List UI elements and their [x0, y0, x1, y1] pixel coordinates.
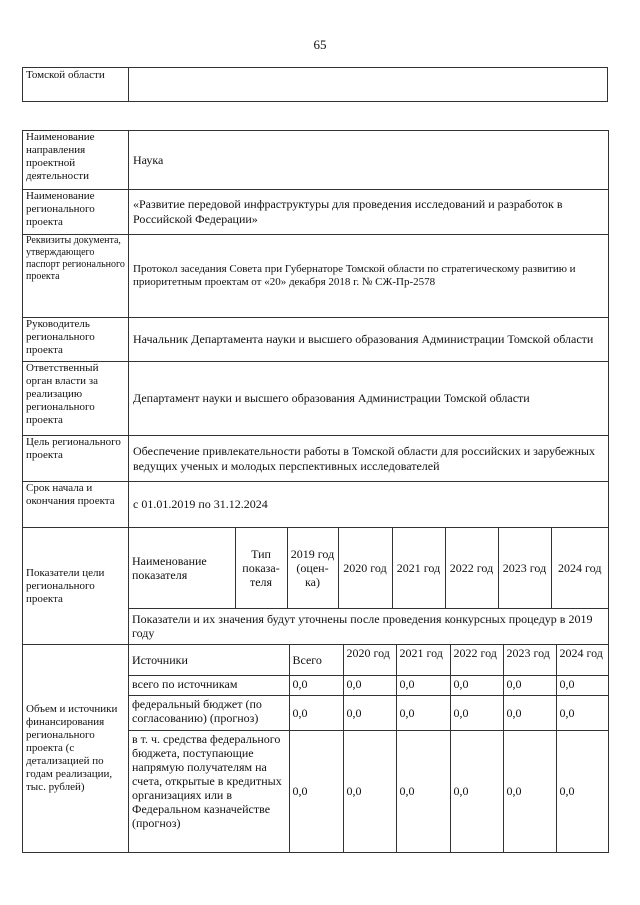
financing-source-federal: федеральный бюджет (по согласованию) (прогноз)	[129, 695, 289, 730]
passport-table	[22, 130, 609, 853]
continuation-label: Томской области	[23, 68, 129, 102]
financing-cell: 0,0	[503, 675, 556, 695]
indicators-label: Показатели цели регионального проекта	[23, 528, 129, 645]
direction-value: Наука	[129, 131, 609, 190]
goal-value: Обеспечение привлекательности работы в Томской области для российских и зарубежных ведущих ученых и молодых перспективных исследователей	[129, 436, 609, 482]
project-label: Наименование регионального проекта	[23, 190, 129, 235]
financing-header-total: Всего	[289, 645, 343, 675]
financing-cell: 0,0	[343, 730, 396, 852]
financing-cell: 0,0	[396, 695, 450, 730]
indicator-header-name: Наименование показателя	[129, 528, 235, 608]
financing-source-direct: в т. ч. средства федерального бюджета, поступающие напрямую получателям на счета, открытые в кредитных организациях или в Федеральном казначействе (прогноз)	[129, 730, 289, 852]
project-value: «Развитие передовой инфраструктуры для проведения исследований и разработок в Российской Федерации»	[129, 190, 609, 235]
head-value: Начальник Департамента науки и высшего образования Администрации Томской области	[129, 318, 609, 362]
indicator-header-2022: 2022 год	[445, 528, 498, 608]
financing-cell: 0,0	[289, 730, 343, 852]
table-row	[129, 730, 608, 852]
indicator-header-2021: 2021 год	[392, 528, 445, 608]
financing-cell: 0,0	[556, 730, 608, 852]
financing-header-2023: 2023 год	[503, 645, 556, 675]
term-label: Срок начала и окончания проекта	[23, 482, 129, 528]
details-label: Реквизиты документа, утверждающего паспорт регионального проекта	[23, 235, 129, 318]
financing-cell: 0,0	[343, 695, 396, 730]
head-label: Руководитель регионального проекта	[23, 318, 129, 362]
financing-cell: 0,0	[289, 695, 343, 730]
financing-cell: 0,0	[396, 730, 450, 852]
details-value: Протокол заседания Совета при Губернаторе Томской области по стратегическому развитию и приоритетным проектам от «20» декабря 2018 г. № СЖ-Пр-2578	[129, 235, 609, 318]
financing-source-total: всего по источникам	[129, 675, 289, 695]
financing-cell: 0,0	[503, 730, 556, 852]
financing-cell: 0,0	[396, 675, 450, 695]
financing-cell: 0,0	[556, 695, 608, 730]
financing-header-2022: 2022 год	[450, 645, 503, 675]
indicators-note: Показатели и их значения будут уточнены после проведения конкурсных процедур в 2019 году	[129, 608, 608, 644]
indicator-header-type: Тип показа-теля	[235, 528, 287, 608]
financing-cell: 0,0	[289, 675, 343, 695]
table-row	[129, 675, 608, 695]
authority-label: Ответственный орган власти за реализацию регионального проекта	[23, 362, 129, 436]
financing-table	[129, 645, 608, 852]
goal-label: Цель регионального проекта	[23, 436, 129, 482]
financing-header-source: Источники	[129, 645, 289, 675]
indicator-header-2019: 2019 год (оцен-ка)	[287, 528, 338, 608]
financing-cell: 0,0	[450, 730, 503, 852]
indicators-table	[129, 528, 608, 644]
financing-header-2021: 2021 год	[396, 645, 450, 675]
financing-cell: 0,0	[343, 675, 396, 695]
financing-cell: 0,0	[503, 695, 556, 730]
direction-label: Наименование направления проектной деятельности	[23, 131, 129, 190]
financing-header-2020: 2020 год	[343, 645, 396, 675]
continuation-value	[129, 68, 608, 102]
financing-label: Объем и источники финансирования регионального проекта (с детализацией по годам реализации, тыс. рублей)	[23, 645, 129, 853]
authority-value: Департамент науки и высшего образования Администрации Томской области	[129, 362, 609, 436]
page-number: 65	[313, 37, 327, 52]
continuation-table	[22, 67, 608, 102]
term-value: с 01.01.2019 по 31.12.2024	[129, 482, 609, 528]
financing-cell: 0,0	[450, 695, 503, 730]
indicator-header-2023: 2023 год	[498, 528, 551, 608]
indicator-header-2024: 2024 год	[551, 528, 608, 608]
financing-cell: 0,0	[450, 675, 503, 695]
indicator-header-2020: 2020 год	[338, 528, 392, 608]
table-row	[129, 695, 608, 730]
financing-cell: 0,0	[556, 675, 608, 695]
financing-header-2024: 2024 год	[556, 645, 608, 675]
